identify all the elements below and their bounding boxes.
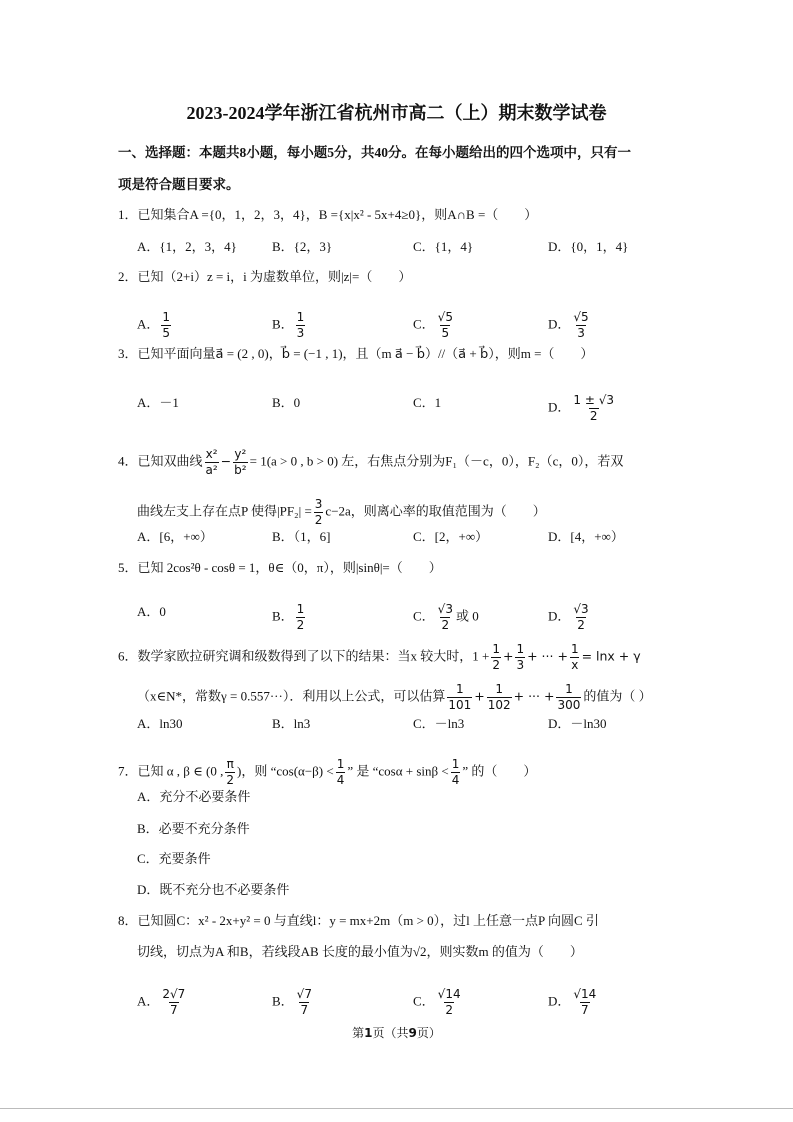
- question-8-stem: 8．已知圆C：x² - 2x+y² = 0 与直线l：y = mx+2m（m > 0），过l 上任意一点P 向圆C 引: [118, 913, 599, 928]
- q6-option-a: A．ln30: [137, 716, 183, 731]
- denominator: 3: [516, 658, 525, 672]
- numerator: √14: [437, 987, 461, 1001]
- fraction: [296, 310, 306, 341]
- q2-option-c: [413, 310, 456, 340]
- numerator: 1: [570, 642, 579, 656]
- fraction: [314, 497, 324, 528]
- fraction: [161, 310, 171, 341]
- stem-text: = 1(a > 0 , b > 0) 左，右焦点分别为F₁（－c，0），F₂（c，0），若双: [249, 453, 624, 469]
- question-6-stem: [118, 642, 641, 672]
- denominator: 2: [314, 513, 323, 527]
- fraction: [437, 310, 454, 341]
- numerator: 1: [565, 682, 573, 696]
- option-suffix: 或 0: [455, 608, 479, 624]
- stem-text: 4．已知双曲线: [118, 453, 203, 469]
- q6-option-d: D．－ln30: [548, 716, 607, 731]
- stem-text: c−2a，则离心率的取值范围为（ ）: [325, 503, 546, 519]
- plus-sign: +: [502, 648, 514, 664]
- numerator: √14: [573, 987, 597, 1001]
- numerator: 1: [516, 642, 525, 656]
- fraction: [205, 447, 219, 478]
- q1-option-d: D．{0，1，4}: [548, 239, 629, 254]
- denominator: 7: [581, 1003, 589, 1017]
- fraction: [437, 602, 454, 633]
- question-4-continuation: [137, 497, 546, 527]
- stem-text: 6．数学家欧拉研究调和级数得到了以下的结果：当x 较大时，1 +: [118, 648, 490, 664]
- fraction: [296, 602, 306, 633]
- q2-option-b: [272, 310, 307, 340]
- question-7-stem: [118, 757, 537, 787]
- fraction: [437, 987, 462, 1018]
- fraction: [451, 757, 461, 788]
- denominator: 3: [296, 326, 305, 340]
- numerator: √5: [573, 310, 589, 324]
- option-label: C．: [413, 316, 435, 332]
- denominator: 102: [487, 698, 511, 712]
- option-label: D．: [548, 608, 571, 624]
- q4-option-c: C．[2，+∞）: [413, 529, 489, 544]
- question-5-stem: 5．已知 2cos²θ - cosθ = 1，θ∈（0，π），则|sinθ|=（ ）: [118, 560, 442, 575]
- page-number: 1: [364, 1026, 373, 1040]
- footer-text: 页（共: [372, 1026, 409, 1040]
- denominator: 3: [577, 326, 585, 340]
- stem-text: 曲线左支上存在点P 使得|PF₂| =: [137, 503, 312, 519]
- q3-option-a: A．－1: [137, 395, 179, 410]
- denominator: x: [571, 658, 579, 672]
- denominator: 4: [451, 773, 460, 787]
- q4-option-d: D．[4，+∞）: [548, 529, 624, 544]
- section-header-line1: 一、选择题：本题共8小题，每小题5分，共40分。在每小题给出的四个选项中，只有一: [118, 145, 631, 160]
- numerator: 1: [296, 602, 305, 616]
- q6-option-b: B．ln3: [272, 716, 311, 731]
- denominator: 2: [441, 618, 450, 632]
- q7-option-d: D．既不充分也不必要条件: [137, 882, 290, 897]
- numerator: 1: [336, 757, 345, 771]
- denominator: 2: [445, 1003, 453, 1017]
- stem-text: = lnx + γ: [581, 648, 641, 664]
- fraction: [225, 757, 235, 788]
- q4-option-b: B．（1，6]: [272, 529, 331, 544]
- ellipsis: + ··· +: [527, 648, 568, 664]
- option-label: A．: [137, 993, 160, 1009]
- option-label: C．: [413, 993, 435, 1009]
- page-bottom-divider: [0, 1108, 793, 1109]
- q5-option-b: [272, 602, 307, 632]
- option-label: D．: [548, 993, 571, 1009]
- q8-option-b: [272, 987, 315, 1017]
- q2-option-a: [137, 310, 173, 340]
- q5-option-d: [548, 602, 592, 632]
- fraction: [491, 642, 501, 673]
- exam-title: 2023-2024学年浙江省杭州市高二（上）期末数学试卷: [186, 103, 607, 123]
- fraction: [233, 447, 247, 478]
- denominator: a²: [205, 463, 218, 477]
- option-label: D．: [548, 316, 571, 332]
- numerator: √5: [437, 310, 453, 324]
- fraction: [556, 682, 581, 713]
- question-3-stem: 3．已知平面向量a⃗ = (2 , 0)，b⃗ = (−1 , 1)，且（m a⃗ − b⃗）//（a⃗ + b⃗），则m =（ ）: [118, 346, 594, 361]
- numerator: 1: [162, 310, 171, 324]
- stem-text: )，则 “cos(α−β) <: [237, 763, 334, 779]
- numerator: √3: [437, 602, 453, 616]
- denominator: b²: [234, 463, 247, 477]
- numerator: 1: [455, 682, 464, 696]
- option-label: D．: [548, 399, 571, 415]
- q3-option-d: [548, 393, 617, 423]
- section-header-line2: 项是符合题目要求。: [118, 177, 240, 192]
- numerator: y²: [234, 447, 247, 461]
- denominator: 101: [448, 698, 472, 712]
- minus-sign: −: [220, 453, 232, 469]
- fraction: [336, 757, 346, 788]
- denominator: 2: [492, 658, 500, 672]
- stem-text: （x∈N*，常数γ = 0.557···）．利用以上公式，可以估算: [137, 688, 446, 704]
- q8-option-a: [137, 987, 188, 1017]
- stem-text: ” 的（ ）: [462, 763, 537, 779]
- numerator: x²: [205, 447, 218, 461]
- stem-text: ” 是 “cosα + sinβ <: [347, 763, 449, 779]
- q3-option-c: C．1: [413, 395, 442, 410]
- q3-option-b: B．0: [272, 395, 301, 410]
- fraction: [296, 987, 313, 1018]
- denominator: 2: [577, 618, 585, 632]
- total-pages: 9: [408, 1026, 417, 1040]
- question-6-continuation: [137, 682, 652, 712]
- option-label: B．: [272, 993, 294, 1009]
- numerator: 1 ± √3: [573, 393, 614, 407]
- numerator: 1: [495, 682, 503, 696]
- question-8-continuation: 切线，切点为A 和B，若线段AB 长度的最小值为√2，则实数m 的值为（ ）: [137, 944, 583, 959]
- option-label: B．: [272, 608, 294, 624]
- page-footer: [0, 1024, 793, 1041]
- q7-option-a: A．充分不必要条件: [137, 789, 251, 804]
- numerator: 1: [296, 310, 305, 324]
- fraction: [515, 642, 525, 673]
- fraction: [161, 987, 186, 1018]
- fraction: [572, 602, 589, 633]
- denominator: 2: [296, 618, 305, 632]
- stem-text: 7．已知 α , β ∈ (0 ,: [118, 763, 224, 779]
- q8-option-d: [548, 987, 599, 1017]
- question-4-stem: [118, 447, 624, 477]
- numerator: 1: [492, 642, 500, 656]
- numerator: 2√7: [162, 987, 186, 1001]
- q6-option-c: C．－ln3: [413, 716, 465, 731]
- q7-option-c: C．充要条件: [137, 851, 211, 866]
- numerator: √7: [296, 987, 312, 1001]
- stem-text: 的值为（ ）: [583, 688, 652, 704]
- numerator: π: [226, 757, 234, 771]
- q1-option-a: A．{1，2，3，4}: [137, 239, 237, 254]
- fraction: [570, 642, 580, 673]
- numerator: 3: [314, 497, 323, 511]
- question-2-stem: 2．已知（2+i）z = i，i 为虚数单位，则|z|=（ ）: [118, 269, 412, 284]
- q4-option-a: A．[6，+∞）: [137, 529, 213, 544]
- fraction: [572, 310, 589, 341]
- fraction: [572, 987, 597, 1018]
- option-label: B．: [272, 316, 294, 332]
- denominator: 300: [557, 698, 581, 712]
- fraction: [447, 682, 472, 713]
- denominator: 5: [162, 326, 171, 340]
- fraction: [572, 393, 615, 424]
- footer-text: 第: [352, 1026, 365, 1040]
- ellipsis: + ··· +: [513, 688, 555, 704]
- numerator: √3: [573, 602, 589, 616]
- option-label: A．: [137, 316, 160, 332]
- q2-option-d: [548, 310, 592, 340]
- question-1-stem: 1．已知集合A ={0，1，2，3，4}，B ={x|x² - 5x+4≥0}，则A∩B =（ ）: [118, 207, 538, 222]
- fraction: [487, 682, 512, 713]
- denominator: 7: [300, 1003, 309, 1017]
- q5-option-c: [413, 602, 479, 632]
- plus-sign: +: [474, 688, 485, 704]
- numerator: 1: [451, 757, 460, 771]
- q5-option-a: A．0: [137, 604, 166, 619]
- q7-option-b: B．必要不充分条件: [137, 821, 250, 836]
- footer-text: 页）: [416, 1026, 441, 1040]
- denominator: 2: [226, 773, 235, 787]
- q8-option-c: [413, 987, 464, 1017]
- q1-option-c: C．{1，4}: [413, 239, 474, 254]
- denominator: 4: [336, 773, 345, 787]
- denominator: 7: [170, 1003, 178, 1017]
- denominator: 5: [441, 326, 450, 340]
- denominator: 2: [589, 409, 598, 423]
- option-label: C．: [413, 608, 435, 624]
- q1-option-b: B．{2，3}: [272, 239, 333, 254]
